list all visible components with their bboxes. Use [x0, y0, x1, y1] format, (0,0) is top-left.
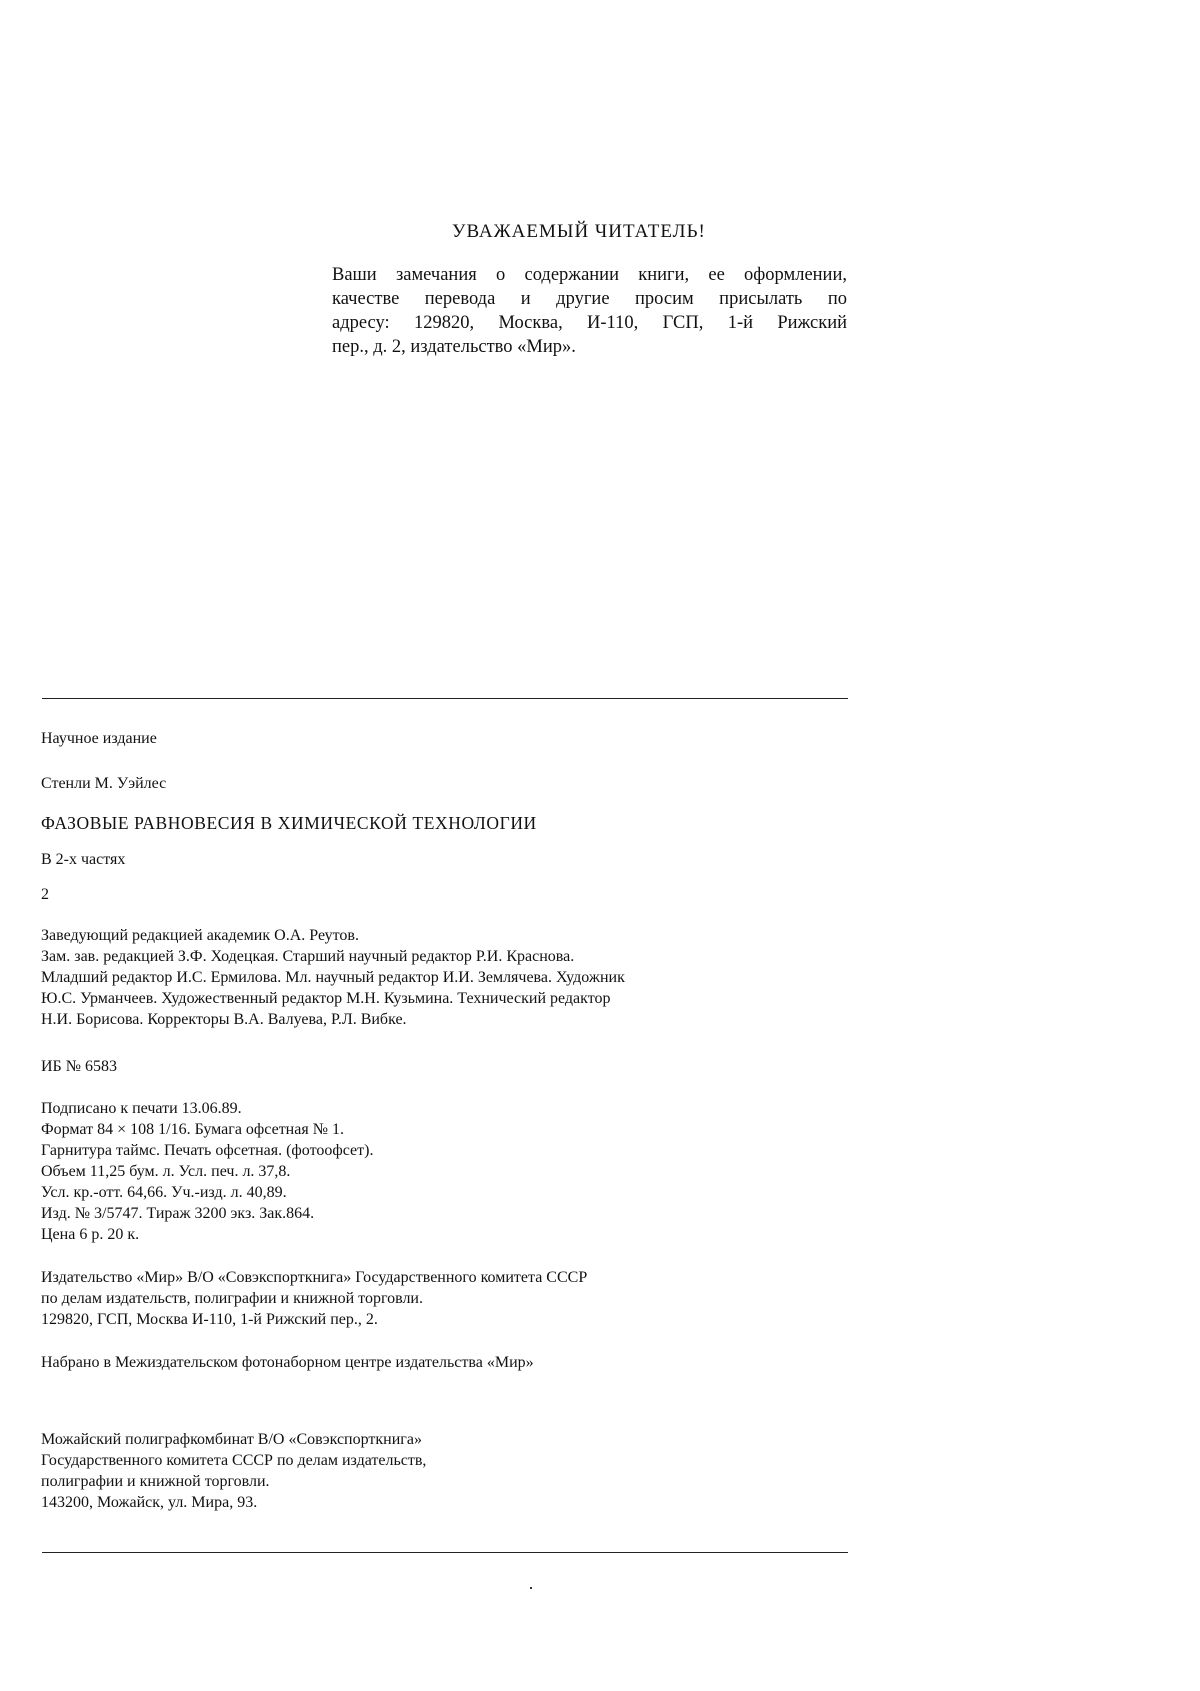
- print-details-block: [41, 1098, 373, 1245]
- reader-notice-body: [332, 263, 847, 359]
- printer-line: 143200, Можайск, ул. Мира, 93.: [41, 1494, 258, 1511]
- typeset-note: Набрано в Межиздательском фотонаборном центре издательства «Мир»: [41, 1354, 534, 1371]
- edition-type: Научное издание: [41, 730, 157, 747]
- print-details-line: Формат 84 × 108 1/16. Бумага офсетная № 1.: [41, 1121, 344, 1138]
- print-speck: [530, 1587, 532, 1589]
- reader-notice-line: пер., д. 2, издательство «Мир».: [332, 337, 576, 357]
- editors-line: Зам. зав. редакцией З.Ф. Ходецкая. Старший научный редактор Р.И. Краснова.: [41, 948, 575, 965]
- editors-line: Младший редактор И.С. Ермилова. Мл. научный редактор И.И. Землячева. Художник: [41, 969, 625, 986]
- print-details-line: Цена 6 р. 20 к.: [41, 1226, 140, 1243]
- editors-line: Н.И. Борисова. Корректоры В.А. Валуева, Р.Л. Вибке.: [41, 1011, 407, 1028]
- ib-number: ИБ № 6583: [41, 1058, 118, 1075]
- reader-notice-line: Ваши замечания о содержании книги, ее оформлении,: [332, 265, 847, 285]
- print-details-line: Усл. кр.-отт. 64,66. Уч.-изд. л. 40,89.: [41, 1184, 287, 1201]
- author-name: Стенли М. Уэйлес: [41, 775, 167, 792]
- publisher-block: [41, 1267, 587, 1330]
- book-title: ФАЗОВЫЕ РАВНОВЕСИЯ В ХИМИЧЕСКОЙ ТЕХНОЛОГИИ: [41, 813, 537, 833]
- reader-notice-line: адресу: 129820, Москва, И-110, ГСП, 1-й Рижский: [332, 313, 847, 333]
- publisher-line: 129820, ГСП, Москва И-110, 1-й Рижский пер., 2.: [41, 1311, 378, 1328]
- print-details-line: Изд. № 3/5747. Тираж 3200 экз. Зак.864.: [41, 1205, 315, 1222]
- editors-line: Заведующий редакцией академик О.А. Реутов.: [41, 927, 359, 944]
- printer-block: [41, 1429, 426, 1513]
- volume-number: 2: [41, 886, 49, 903]
- printer-line: Можайский полиграфкомбинат В/О «Совэкспорткнига»: [41, 1431, 422, 1448]
- editors-block: [41, 925, 625, 1030]
- printer-line: Государственного комитета СССР по делам издательств,: [41, 1452, 427, 1469]
- print-details-line: Подписано к печати 13.06.89.: [41, 1100, 242, 1117]
- print-details-line: Гарнитура таймс. Печать офсетная. (фотоофсет).: [41, 1142, 374, 1159]
- reader-notice-title: УВАЖАЕМЫЙ ЧИТАТЕЛЬ!: [452, 221, 706, 242]
- editors-line: Ю.С. Урманчеев. Художественный редактор М.Н. Кузьмина. Технический редактор: [41, 990, 611, 1007]
- bottom-divider: [42, 1552, 848, 1553]
- publisher-line: по делам издательств, полиграфии и книжной торговли.: [41, 1290, 423, 1307]
- top-divider: [42, 698, 848, 699]
- parts-note: В 2-х частях: [41, 851, 126, 868]
- publisher-line: Издательство «Мир» В/О «Совэкспорткнига» Государственного комитета СССР: [41, 1269, 588, 1286]
- printer-line: полиграфии и книжной торговли.: [41, 1473, 270, 1490]
- reader-notice-line: качестве перевода и другие просим присылать по: [332, 289, 847, 309]
- print-details-line: Объем 11,25 бум. л. Усл. печ. л. 37,8.: [41, 1163, 291, 1180]
